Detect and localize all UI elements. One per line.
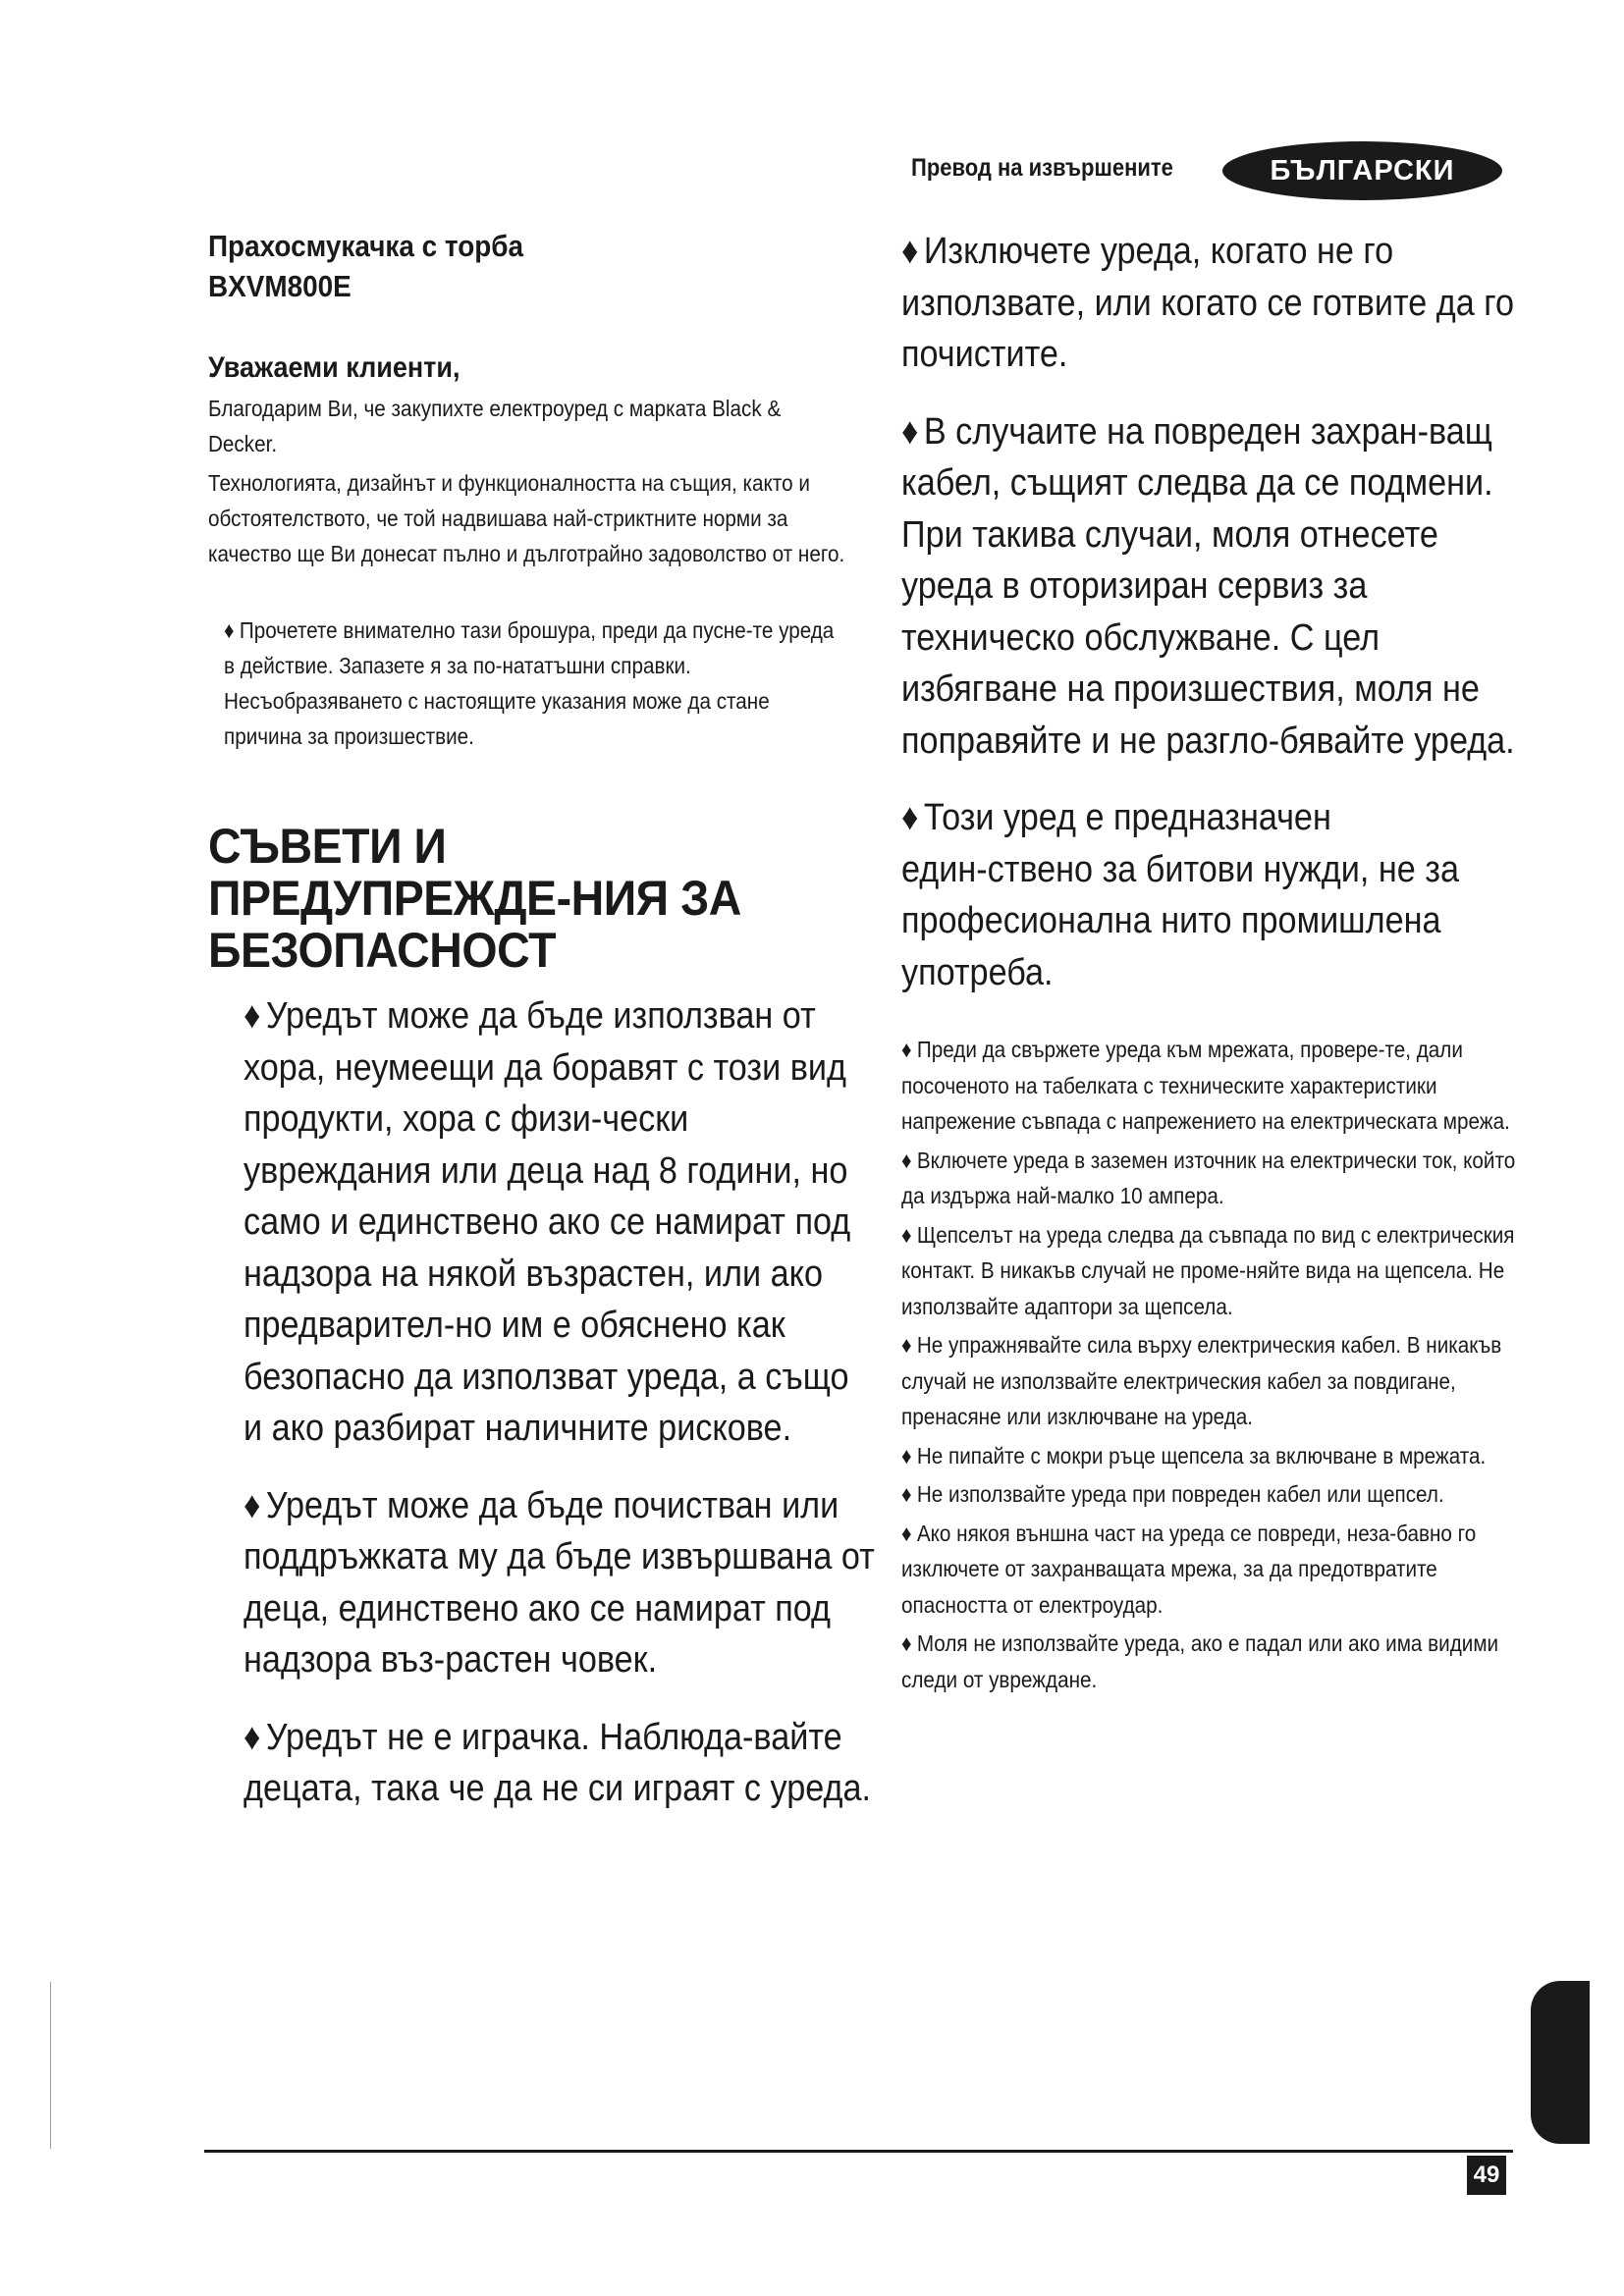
intro-bullet-read-manual [224, 613, 841, 754]
product-name: Прахосмукачка с торба [208, 229, 524, 263]
diamond-bullet-icon: ♦ [244, 1484, 261, 1526]
list-item-text: Не използвайте уреда при повреден кабел или щепсел. [916, 1481, 1444, 1507]
diamond-bullet-icon: ♦ [244, 1716, 261, 1758]
product-model: BXVM800E [208, 269, 352, 303]
intro-paragraph-technology: Технологията, дизайнът и функционалността на същия, както и обстоятелството, че той надвишава най-стриктните норми за качество ще Ви донесат пълно и дълготрайно задоволство от него. [208, 470, 845, 566]
diamond-bullet-icon: ♦ [901, 1332, 912, 1358]
list-item [901, 1626, 1532, 1697]
product-title [208, 226, 783, 306]
list-item [901, 1327, 1532, 1435]
diamond-bullet-icon: ♦ [901, 1630, 912, 1656]
right-column [901, 226, 1530, 1700]
footer-rule [204, 2150, 1513, 2153]
page-number: 49 [1467, 2156, 1506, 2195]
margin-rule [50, 1982, 51, 2149]
list-item [901, 1217, 1532, 1325]
list-item [901, 1476, 1532, 1513]
language-badge: БЪЛГАРСКИ [1222, 141, 1502, 200]
list-item [901, 1516, 1532, 1624]
safety-bullet-text: Уредът може да бъде почистван или поддръжката му да бъде извършвана от деца, единствено ако се намират под надзора въз‑растен човек. [244, 1484, 875, 1681]
safety-bullet-text: Уредът не е играчка. Наблюда‑вайте децата, така че да не си играят с уреда. [244, 1716, 871, 1809]
safety-bullet [901, 406, 1524, 768]
safety-bullet [208, 990, 876, 1455]
list-item [901, 1032, 1532, 1140]
list-item-text: Не упражнявайте сила върху електрическия кабел. В никакъв случай не използвайте електрическия кабел за повдигане, пренасяне или изключване на уреда. [901, 1332, 1502, 1429]
safety-bullet [901, 226, 1524, 381]
diamond-bullet-icon: ♦ [901, 410, 919, 453]
diamond-bullet-icon: ♦ [901, 1520, 912, 1546]
list-item-text: Щепселът на уреда следва да съвпада по вид с електрическия контакт. В никакъв случай не проме‑няйте вида на щепсела. Не използвайте адаптори за щепсела. [901, 1221, 1515, 1319]
safety-bullet-text: Изключете уреда, когато не го използвате, или когато се готвите да го почистите. [901, 231, 1514, 375]
diamond-bullet-icon: ♦ [901, 1221, 912, 1248]
diamond-bullet-icon: ♦ [901, 797, 919, 838]
safety-bullet-text: Този уред е предназначен един‑ствено за битови нужди, не за професионална нито промишлена употреба. [901, 797, 1459, 993]
safety-bullet [208, 1712, 876, 1815]
safety-bullet-text: В случаите на повреден захран‑ващ кабел, същият следва да се подмени. При такива случаи, моля отнесете уреда в оторизиран сервиз за техническо обслужване. С цел избягване на произшествия, моля не поправяйте и не разгло‑бявайте уреда. [901, 410, 1515, 762]
list-item-text: Включете уреда в заземен източник на електрически ток, който да издържа най-малко 10 ампера. [901, 1147, 1516, 1208]
left-column [208, 226, 875, 1841]
thumb-index-tab [1531, 1981, 1590, 2144]
diamond-bullet-icon: ♦ [901, 1481, 912, 1507]
safety-bullet-text: Уредът може да бъде използван от хора, неумеещи да боравят с този вид продукти, хора с физи‑чески увреждания или деца над 8 години, но само и единствено ако се намират под надзора на някой възрастен, или ако предварител‑но им е обяснено как безопасно да използват уреда, а също и ако разбират наличните рискове. [244, 995, 851, 1449]
list-item-text: Преди да свържете уреда към мрежата, провере‑те, дали посоченото на табелката с техническите характеристики напрежение съвпада с напрежението на електрическата мрежа. [901, 1037, 1510, 1134]
list-item-text: Ако някоя външна част на уреда се повреди, неза‑бавно го изключете от захранващата мрежа, за да предотвратите опасността от електроудар. [901, 1520, 1477, 1618]
intro-bullet-text: Прочетете внимателно тази брошура, преди да пусне‑те уреда в действие. Запазете я за по-нататъшни справки. Несъобразяването с настоящите указания може да стане причина за произшествие. [224, 617, 835, 749]
diamond-bullet-icon: ♦ [901, 1037, 912, 1062]
header-section-label: Превод на извършените [911, 154, 1173, 182]
greeting: Уважаеми клиенти, [208, 351, 460, 384]
electrical-safety-list [901, 1032, 1530, 1697]
diamond-bullet-icon: ♦ [901, 1147, 912, 1173]
diamond-bullet-icon: ♦ [901, 1442, 912, 1468]
safety-bullet [208, 1480, 876, 1686]
diamond-bullet-icon: ♦ [901, 231, 919, 272]
diamond-bullet-icon: ♦ [244, 995, 261, 1037]
intro-paragraph-thanks: Благодарим Ви, че закупихте електроуред с марката Black & Decker. [208, 396, 782, 456]
list-item [901, 1438, 1532, 1474]
list-item-text: Моля не използвайте уреда, ако е падал или ако има видими следи от увреждане. [901, 1630, 1499, 1692]
list-item-text: Не пипайте с мокри ръце щепсела за включване в мрежата. [916, 1442, 1487, 1468]
list-item [901, 1143, 1532, 1214]
safety-bullet [901, 792, 1524, 998]
diamond-bullet-icon: ♦ [224, 617, 235, 643]
safety-section-heading: СЪВЕТИ И ПРЕДУПРЕЖДЕ‑НИЯ ЗА БЕЗОПАСНОСТ [208, 819, 741, 978]
